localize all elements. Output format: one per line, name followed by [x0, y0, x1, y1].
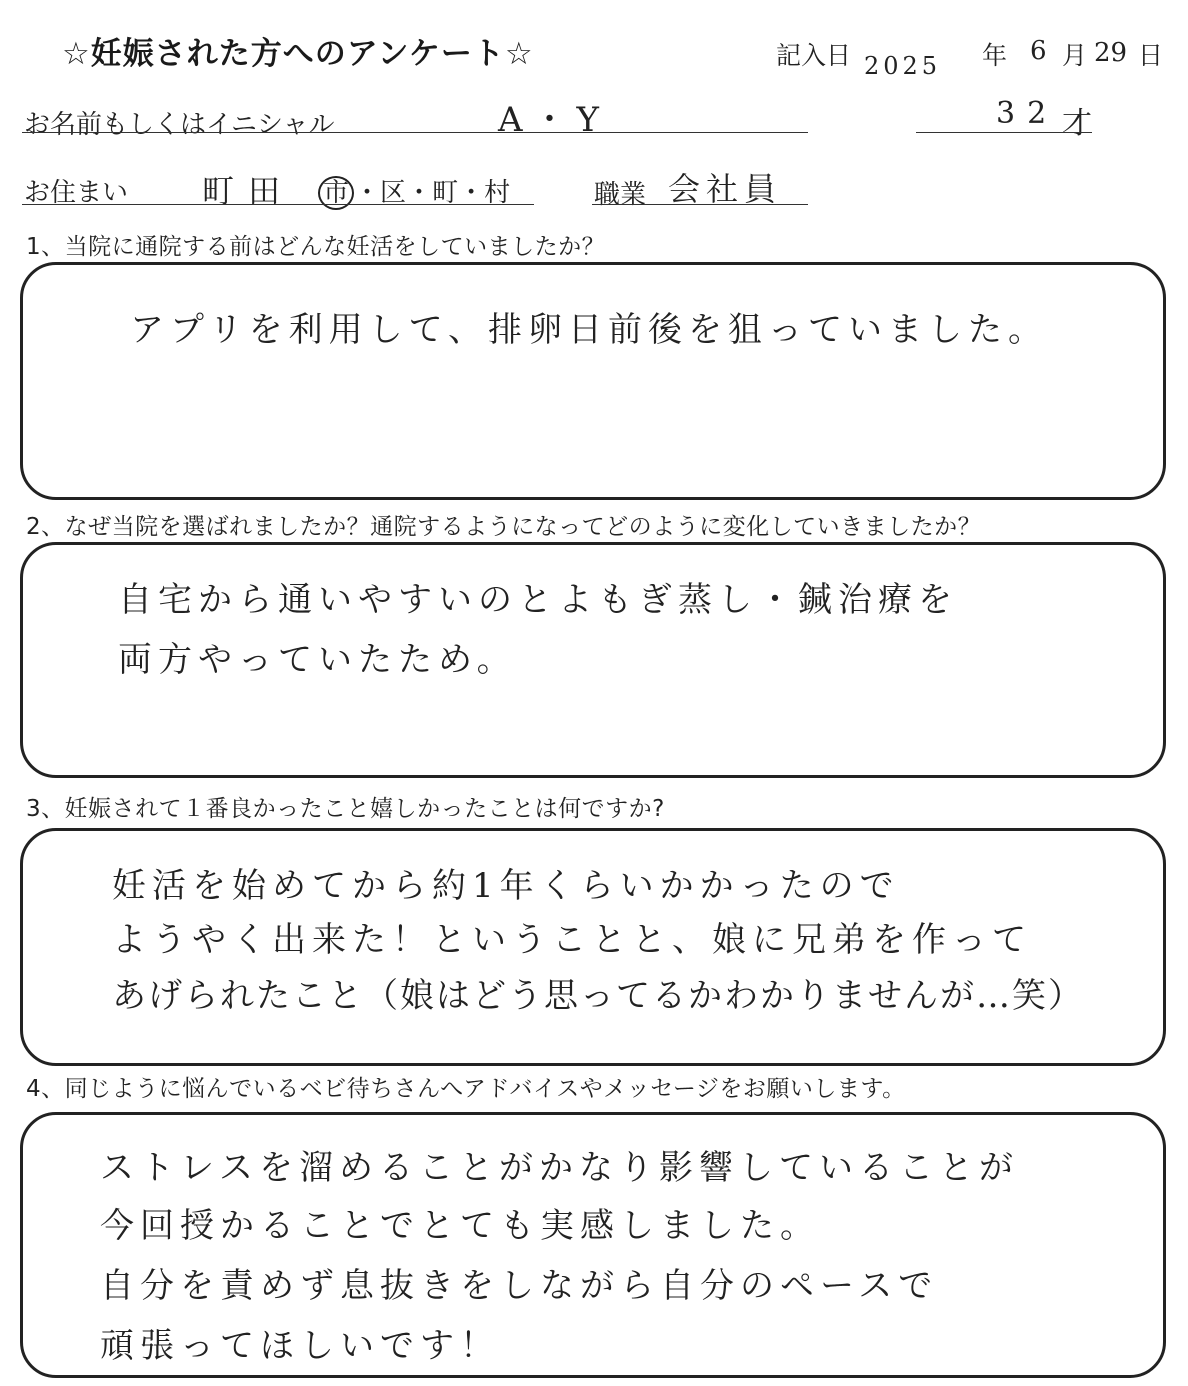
- answer-2-line-1: 自宅から通いやすいのとよもぎ蒸し・鍼治療を: [118, 580, 958, 620]
- city-option-machi: 町: [432, 178, 459, 208]
- question-2: 2、なぜ当院を選ばれましたか？通院するようになってどのように変化していきましたか？: [26, 514, 982, 540]
- city-option-shi-circled: 市: [318, 176, 354, 210]
- day-unit: 日: [1138, 41, 1164, 70]
- question-1: 1、当院に通院する前はどんな妊活をしていましたか？: [26, 234, 606, 260]
- answer-box-1: [20, 262, 1166, 500]
- date-label: 記入日: [776, 41, 852, 70]
- date-month: 6: [1030, 36, 1047, 66]
- age-value: 32: [996, 96, 1059, 131]
- occupation-underline: [592, 204, 808, 205]
- answer-4-line-4: 頑張ってほしいです！: [100, 1326, 500, 1366]
- answer-4-line-1: ストレスを溜めることがかなり影響していることが: [100, 1148, 1019, 1188]
- address-underline: [22, 204, 534, 205]
- answer-4-line-2: 今回授かることでとても実感しました。: [100, 1206, 820, 1246]
- month-unit: 月: [1062, 41, 1088, 70]
- city-option-ku: 区: [380, 178, 407, 208]
- city-option-mura: 村: [484, 178, 511, 208]
- address-label: お住まい: [24, 178, 129, 208]
- date-year: 2025: [864, 52, 942, 80]
- age-underline: [916, 132, 1092, 133]
- age-unit: 才: [1062, 106, 1092, 141]
- occupation-label: 職業: [594, 180, 647, 210]
- name-value: A・Y: [498, 100, 609, 140]
- date-day: 29: [1094, 38, 1128, 68]
- answer-3-line-1: 妊活を始めてから約1年くらいかかったので: [112, 866, 900, 906]
- survey-title: ☆妊娠された方へのアンケート☆: [62, 36, 534, 72]
- answer-3-line-3: あげられたこと（娘はどう思ってるかわかりませんが…笑）: [112, 976, 1084, 1016]
- answer-4-line-3: 自分を責めず息抜きをしながら自分のペースで: [100, 1266, 939, 1306]
- name-underline: [22, 132, 808, 133]
- year-unit: 年: [982, 41, 1008, 70]
- occupation-value: 会社員: [668, 170, 783, 208]
- question-4: 4、同じように悩んでいるベビ待ちさんへアドバイスやメッセージをお願いします。: [26, 1076, 906, 1102]
- question-3: 3、妊娠されて１番良かったこと嬉しかったことは何ですか?: [26, 796, 665, 822]
- answer-2-line-2: 両方やっていたため。: [118, 640, 517, 680]
- name-label: お名前もしくはイニシャル: [24, 110, 335, 140]
- address-value: 町田: [202, 172, 295, 210]
- answer-3-line-2: ようやく出来た！ということと、娘に兄弟を作って: [112, 920, 1032, 960]
- city-type-options: 市 ・区・町・村: [318, 172, 510, 210]
- answer-1-line-1: アプリを利用して、排卵日前後を狙っていました。: [130, 310, 1048, 350]
